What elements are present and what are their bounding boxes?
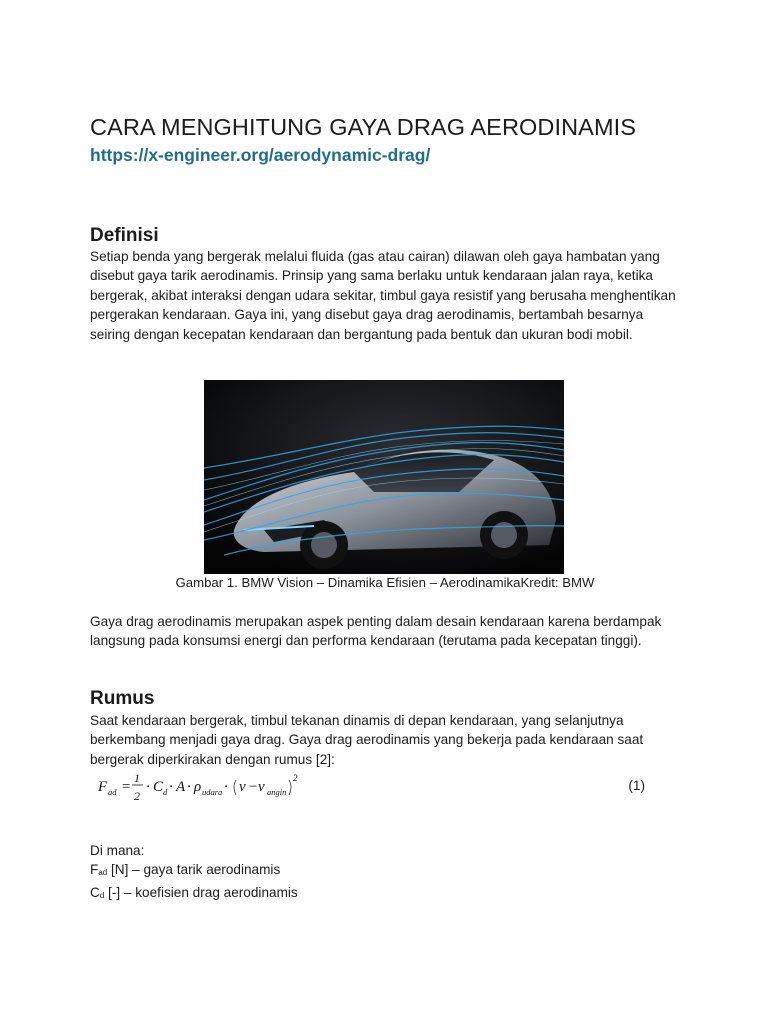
- svg-text:·: ·: [187, 779, 191, 795]
- svg-text:C: C: [153, 779, 164, 795]
- heading-definisi: Definisi: [90, 225, 159, 246]
- heading-rumus: Rumus: [90, 688, 155, 709]
- definition-item: Fad [N] – gaya tarik aerodinamis: [90, 862, 281, 878]
- paragraph-definisi: Setiap benda yang bergerak melalui fluida (gas atau cairan) dilawan oleh gaya hambatan yang disebut gaya tarik aerodinamis. Prinsip yang sama berlaku untuk kendaraan jalan raya, ketika bergerak, akibat interaksi dengan udara sekitar, timbul gaya resistif yang berusaha menghentikan pergerakan kendaraan. Gaya ini, yang disebut gaya drag aerodinamis, bertambah besarnya seiring dengan kecepatan kendaraan dan bergantung pada bentuk dan ukuran bodi mobil.: [90, 249, 676, 342]
- svg-text:A: A: [176, 779, 186, 795]
- page-title: CARA MENGHITUNG GAYA DRAG AERODINAMIS: [90, 114, 637, 140]
- svg-text:−: −: [248, 779, 259, 795]
- svg-text:·: ·: [169, 779, 173, 795]
- svg-text:2: 2: [293, 773, 298, 783]
- svg-text:·: ·: [224, 779, 228, 795]
- svg-text:F: F: [98, 779, 108, 795]
- svg-text:·: ·: [146, 779, 150, 795]
- definitions-intro: Di mana:: [90, 843, 145, 858]
- source-link[interactable]: https://x-engineer.org/aerodynamic-drag/: [90, 145, 431, 165]
- definition-item: Cd [-] – koefisien drag aerodinamis: [90, 884, 298, 900]
- equation-number: (1): [628, 778, 645, 793]
- paragraph-importance: Gaya drag aerodinamis merupakan aspek penting dalam desain kendaraan karena berdampak langsung pada konsumsi energi dan performa kendaraan (terutama pada kecepatan tinggi).: [90, 614, 662, 649]
- svg-text:ad: ad: [108, 787, 117, 797]
- svg-text:1: 1: [134, 771, 140, 785]
- svg-text:=: =: [121, 779, 132, 795]
- svg-text:udara: udara: [202, 787, 223, 797]
- svg-text:ρ: ρ: [194, 779, 202, 795]
- svg-text:v: v: [239, 779, 246, 795]
- definitions-list: [90, 841, 298, 905]
- drag-formula: [96, 770, 356, 806]
- svg-text:angin: angin: [267, 787, 287, 797]
- svg-text:2: 2: [134, 789, 140, 803]
- svg-text:v: v: [258, 779, 265, 795]
- car-image: [204, 380, 564, 574]
- car-illustration: [204, 380, 564, 574]
- paragraph-rumus: Saat kendaraan bergerak, timbul tekanan dinamis di depan kendaraan, yang selanjutnya berkembang menjadi gaya drag. Gaya drag aerodinamis yang bekerja pada kendaraan saat bergerak diperkirakan dengan rumus [2]:: [90, 713, 644, 767]
- svg-text:d: d: [163, 787, 168, 797]
- figure-caption: Gambar 1. BMW Vision – Dinamika Efisien – AerodinamikaKredit: BMW: [175, 575, 595, 590]
